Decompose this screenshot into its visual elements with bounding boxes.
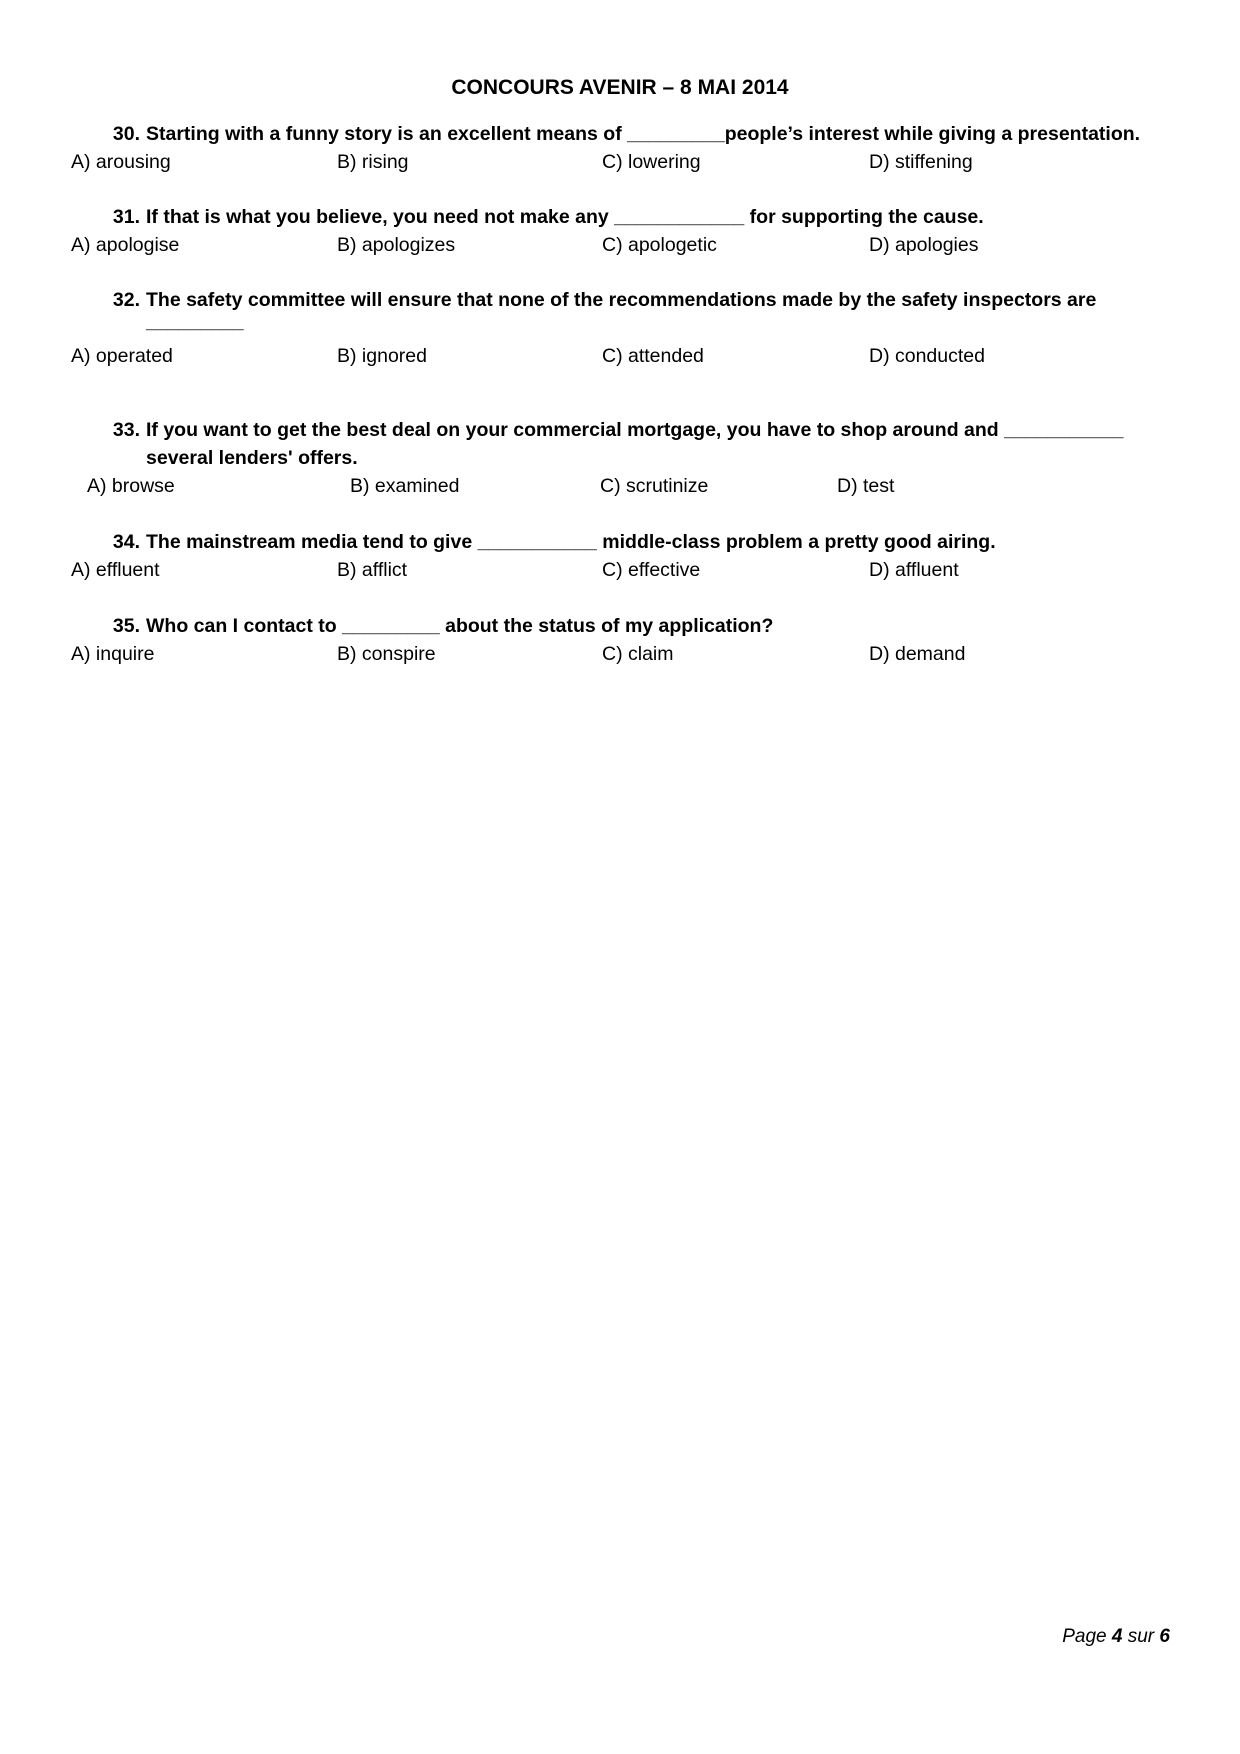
page-title: CONCOURS AVENIR – 8 MAI 2014 [451,76,789,99]
option-a: A) inquire [71,643,155,665]
option-d: D) apologies [869,234,979,256]
option-a: A) effluent [71,559,160,581]
question-text: The safety committee will ensure that none of the recommendations made by the safety inspectors are [146,289,1097,311]
page-indicator [1062,1626,1170,1648]
question-number: 31. [112,206,140,228]
page-prefix: Page [1062,1626,1107,1647]
options-row [70,342,1180,370]
option-b: B) conspire [337,643,436,665]
option-a: A) browse [87,475,175,497]
question-stem [70,528,1180,556]
option-d: D) test [837,475,895,497]
question-stem [70,286,1180,314]
question-number: 32. [112,289,140,311]
question-text: Starting with a funny story is an excellent means of _________people’s interest while giving a presentation. [146,123,1141,145]
question-35 [70,612,1180,668]
question-number: 33. [112,419,140,441]
option-a: A) apologise [71,234,180,256]
page-current: 4 [1111,1626,1123,1647]
question-text: If you want to get the best deal on your commercial mortgage, you have to shop around and ___________ several lenders' offers. [146,419,1124,469]
question-30 [70,120,1180,176]
option-c: C) apologetic [602,234,717,256]
option-d: D) affluent [869,559,959,581]
option-c: C) attended [602,345,704,367]
question-text: Who can I contact to _________ about the status of my application? [146,615,774,637]
page-total: 6 [1159,1626,1170,1647]
page-separator: sur [1127,1626,1155,1647]
options-row [70,148,1180,176]
option-a: A) operated [71,345,173,367]
question-text: If that is what you believe, you need not make any ____________ for supporting the cause. [146,206,984,228]
question-33 [70,416,1180,500]
options-row [70,231,1180,259]
options-row [70,472,1180,500]
option-b: B) afflict [337,559,408,581]
question-stem [70,120,1180,148]
option-d: D) demand [869,643,966,665]
question-number: 35. [112,615,140,637]
option-b: B) examined [350,475,460,497]
option-b: B) apologizes [337,234,456,256]
question-number: 30. [112,123,140,145]
question-32 [70,286,1180,370]
option-c: C) lowering [602,151,701,173]
question-stem [70,203,1180,231]
answer-blank: _________ [146,311,244,333]
options-row [70,640,1180,668]
question-stem [70,612,1180,640]
question-text: The mainstream media tend to give ___________ middle-class problem a pretty good airing. [146,531,996,553]
option-d: D) stiffening [869,151,973,173]
options-row [70,556,1180,584]
option-b: B) rising [337,151,409,173]
option-c: C) effective [602,559,701,581]
question-stem [70,416,1180,472]
question-34 [70,528,1180,584]
option-d: D) conducted [869,345,985,367]
option-c: C) scrutinize [600,475,709,497]
question-number: 34. [112,531,140,553]
option-b: B) ignored [337,345,427,367]
option-c: C) claim [602,643,674,665]
question-31 [70,203,1180,259]
option-a: A) arousing [71,151,171,173]
